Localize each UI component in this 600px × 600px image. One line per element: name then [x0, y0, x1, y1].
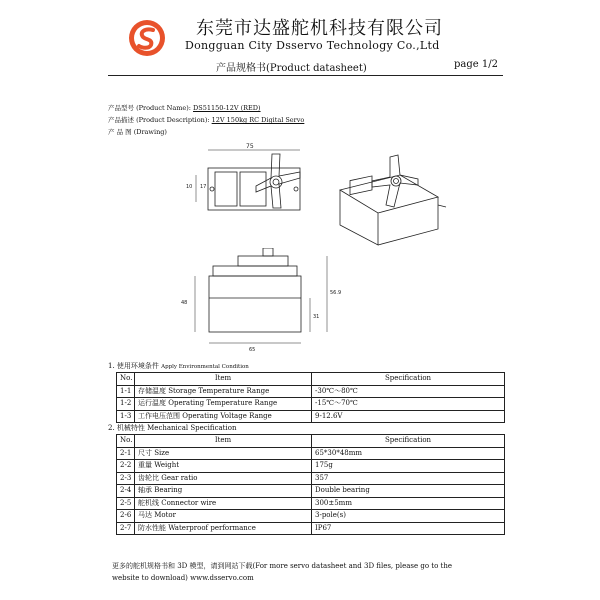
- table-row: [117, 385, 505, 398]
- row-item: 舵机线 Connector wire: [135, 497, 312, 510]
- row-no: 2-2: [117, 460, 135, 473]
- environmental-title-en: Apply Environmental Condition: [161, 364, 249, 370]
- servo-isometric-drawing: [320, 145, 450, 250]
- header-item: Item: [135, 435, 312, 448]
- environmental-table: [116, 372, 505, 423]
- row-spec: 300±5mm: [312, 497, 505, 510]
- row-spec: 3-pole(s): [312, 510, 505, 523]
- row-spec: 9-12.6V: [312, 410, 505, 423]
- environmental-section-title: [108, 361, 249, 371]
- table-row: [117, 398, 505, 411]
- product-name-label: 产品型号 (Product Name):: [108, 104, 194, 112]
- table-row: [117, 497, 505, 510]
- row-item: 防水性能 Waterproof performance: [135, 522, 312, 535]
- row-no: 2-1: [117, 447, 135, 460]
- mechanical-table: [116, 434, 505, 535]
- dim-width-label: 75: [246, 143, 254, 150]
- footer-note: [112, 560, 502, 584]
- row-item: 运行温度 Operating Temperature Range: [135, 398, 312, 411]
- company-logo: [127, 18, 167, 58]
- table-row: [117, 472, 505, 485]
- row-spec: 357: [312, 472, 505, 485]
- drawing-label: 产 品 图 (Drawing): [108, 128, 167, 136]
- servo-side-view-drawing: [175, 248, 345, 353]
- header-no: No.: [117, 435, 135, 448]
- dim-h2-label: 17: [200, 184, 207, 190]
- row-no: 1-3: [117, 410, 135, 423]
- header-item: Item: [135, 373, 312, 386]
- dim-h1-label: 10: [186, 184, 193, 190]
- row-item: 尺寸 Size: [135, 447, 312, 460]
- row-spec: -15℃～70℃: [312, 398, 505, 411]
- table-header-row: [117, 373, 505, 386]
- footer-line-2: website to download) www.dsservo.com: [112, 574, 254, 582]
- environmental-title-cn: 1. 使用环境条件: [108, 362, 162, 370]
- document-title: 产品规格书(Product datasheet): [216, 63, 367, 74]
- header-specification: Specification: [312, 373, 505, 386]
- dim-side-total-label: 56.9: [330, 290, 342, 296]
- row-no: 2-6: [117, 510, 135, 523]
- product-name-value: DS51150-12V (RED): [193, 104, 261, 112]
- product-description-value: 12V 150kg RC Digital Servo: [211, 116, 305, 124]
- page-number: page 1/2: [454, 59, 498, 70]
- row-no: 2-4: [117, 485, 135, 498]
- product-description-label: 产品描述 (Product Description):: [108, 116, 212, 124]
- row-item: 马达 Motor: [135, 510, 312, 523]
- row-item: 齿轮比 Gear ratio: [135, 472, 312, 485]
- header-specification: Specification: [312, 435, 505, 448]
- row-no: 2-7: [117, 522, 135, 535]
- table-row: [117, 522, 505, 535]
- row-item: 存储温度 Storage Temperature Range: [135, 385, 312, 398]
- dim-side-width-label: 65: [249, 347, 256, 353]
- table-row: [117, 510, 505, 523]
- company-name-cn: 东莞市达盛舵机科技有限公司: [196, 18, 443, 39]
- table-header-row: [117, 435, 505, 448]
- row-item: 工作电压范围 Operating Voltage Range: [135, 410, 312, 423]
- row-spec: -30℃～80℃: [312, 385, 505, 398]
- dim-side-h1-label: 48: [181, 300, 188, 306]
- table-row: [117, 447, 505, 460]
- company-name-en: Dongguan City Dsservo Technology Co.,Ltd: [185, 39, 440, 52]
- servo-front-view-drawing: [160, 142, 320, 242]
- row-spec: 175g: [312, 460, 505, 473]
- row-spec: Double bearing: [312, 485, 505, 498]
- table-row: [117, 410, 505, 423]
- row-item: 轴承 Bearing: [135, 485, 312, 498]
- dim-side-h2-label: 31: [313, 314, 320, 320]
- header-divider: [108, 75, 503, 76]
- mechanical-section-title: 2. 机械特性 Mechanical Specification: [108, 424, 237, 432]
- row-spec: IP67: [312, 522, 505, 535]
- row-no: 1-2: [117, 398, 135, 411]
- row-no: 2-5: [117, 497, 135, 510]
- row-spec: 65*30*48mm: [312, 447, 505, 460]
- product-description-row: [108, 115, 304, 124]
- table-row: [117, 460, 505, 473]
- row-item: 重量 Weight: [135, 460, 312, 473]
- row-no: 1-1: [117, 385, 135, 398]
- header-no: No.: [117, 373, 135, 386]
- footer-line-1: 更多的舵机规格书和 3D 模型，请到网站下载(For more servo datasheet and 3D files, please go to the: [112, 562, 453, 570]
- row-no: 2-3: [117, 472, 135, 485]
- product-name-row: [108, 103, 261, 112]
- table-row: [117, 485, 505, 498]
